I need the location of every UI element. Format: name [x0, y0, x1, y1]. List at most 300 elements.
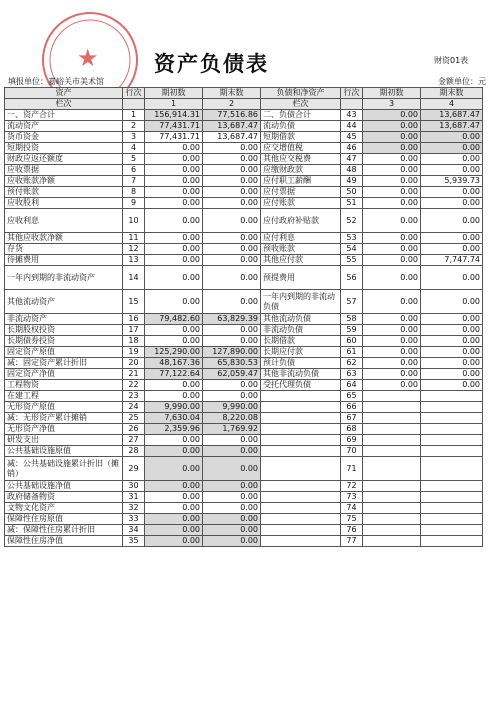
asset-line-no-cell: 1 — [123, 110, 145, 121]
liability-line-no-cell: 63 — [341, 369, 363, 380]
header-cell: 2 — [203, 99, 261, 110]
header-cell: 负债和净资产 — [261, 88, 341, 99]
asset-end-cell: 65,830.53 — [203, 358, 261, 369]
asset-end-cell: 0.00 — [203, 380, 261, 391]
asset-line-no-cell: 27 — [123, 435, 145, 446]
liability-end-cell — [421, 481, 483, 492]
asset-end-cell: 0.00 — [203, 266, 261, 290]
asset-begin-cell: 0.00 — [145, 525, 203, 536]
liability-begin-cell: 0.00 — [363, 165, 421, 176]
asset-end-cell: 63,829.39 — [203, 314, 261, 325]
asset-begin-cell: 0.00 — [145, 233, 203, 244]
asset-end-cell: 0.00 — [203, 233, 261, 244]
liability-begin-cell: 0.00 — [363, 121, 421, 132]
liability-name-cell: 其他流动负债 — [261, 314, 341, 325]
balance-sheet-table — [4, 87, 483, 547]
asset-line-no-cell: 8 — [123, 187, 145, 198]
liability-begin-cell: 0.00 — [363, 369, 421, 380]
liability-end-cell: 0.00 — [421, 198, 483, 209]
asset-begin-cell: 9,990.00 — [145, 402, 203, 413]
asset-name-cell: 待摊费用 — [5, 255, 123, 266]
header-row — [5, 88, 483, 99]
liability-line-no-cell: 52 — [341, 209, 363, 233]
header-cell — [123, 99, 145, 110]
liability-begin-cell: 0.00 — [363, 198, 421, 209]
asset-begin-cell: 0.00 — [145, 435, 203, 446]
liability-end-cell: 0.00 — [421, 244, 483, 255]
liability-name-cell — [261, 457, 341, 481]
asset-line-no-cell: 7 — [123, 176, 145, 187]
liability-begin-cell: 0.00 — [363, 132, 421, 143]
asset-begin-cell: 79,482.60 — [145, 314, 203, 325]
reporting-unit: 填报单位：嘉峪关市美术馆 — [8, 77, 104, 86]
asset-begin-cell: 0.00 — [145, 176, 203, 187]
table-row — [5, 514, 483, 525]
table-row — [5, 209, 483, 233]
table-row — [5, 198, 483, 209]
asset-begin-cell: 7,630.04 — [145, 413, 203, 424]
liability-begin-cell: 0.00 — [363, 336, 421, 347]
asset-line-no-cell: 15 — [123, 290, 145, 314]
header-cell: 3 — [363, 99, 421, 110]
asset-name-cell: 应收票据 — [5, 165, 123, 176]
asset-begin-cell: 0.00 — [145, 266, 203, 290]
asset-line-no-cell: 10 — [123, 209, 145, 233]
liability-begin-cell: 0.00 — [363, 233, 421, 244]
header-cell: 栏次 — [5, 99, 123, 110]
liability-name-cell — [261, 525, 341, 536]
liability-line-no-cell: 54 — [341, 244, 363, 255]
liability-end-cell: 0.00 — [421, 290, 483, 314]
asset-name-cell: 应收股利 — [5, 198, 123, 209]
asset-end-cell: 0.00 — [203, 446, 261, 457]
asset-end-cell: 0.00 — [203, 457, 261, 481]
header-cell — [341, 99, 363, 110]
asset-name-cell: 财政应返还额度 — [5, 154, 123, 165]
asset-begin-cell: 0.00 — [145, 503, 203, 514]
liability-end-cell: 0.00 — [421, 187, 483, 198]
liability-end-cell — [421, 536, 483, 547]
asset-name-cell: 减：公共基础设施累计折旧（摊销） — [5, 457, 123, 481]
liability-line-no-cell: 66 — [341, 402, 363, 413]
asset-begin-cell: 2,359.96 — [145, 424, 203, 435]
liability-line-no-cell: 59 — [341, 325, 363, 336]
asset-line-no-cell: 5 — [123, 154, 145, 165]
asset-line-no-cell: 28 — [123, 446, 145, 457]
asset-line-no-cell: 16 — [123, 314, 145, 325]
asset-name-cell: 公共基础设施净值 — [5, 481, 123, 492]
asset-name-cell: 政府储备物资 — [5, 492, 123, 503]
asset-end-cell: 9,990.00 — [203, 402, 261, 413]
liability-line-no-cell: 65 — [341, 391, 363, 402]
liability-end-cell: 7,747.74 — [421, 255, 483, 266]
liability-line-no-cell: 48 — [341, 165, 363, 176]
liability-begin-cell — [363, 435, 421, 446]
asset-end-cell: 0.00 — [203, 514, 261, 525]
liability-end-cell: 0.00 — [421, 380, 483, 391]
asset-name-cell: 研发支出 — [5, 435, 123, 446]
asset-begin-cell: 0.00 — [145, 336, 203, 347]
liability-line-no-cell: 44 — [341, 121, 363, 132]
table-row — [5, 424, 483, 435]
asset-end-cell: 0.00 — [203, 198, 261, 209]
report-code: 财资01表 — [434, 56, 469, 65]
liability-name-cell: 其他应付款 — [261, 255, 341, 266]
asset-name-cell: 减：固定资产累计折旧 — [5, 358, 123, 369]
asset-name-cell: 长期股权投资 — [5, 325, 123, 336]
liability-line-no-cell: 74 — [341, 503, 363, 514]
liability-name-cell: 预提费用 — [261, 266, 341, 290]
amount-unit: 金额单位：元 — [438, 77, 486, 86]
liability-begin-cell: 0.00 — [363, 347, 421, 358]
table-row — [5, 154, 483, 165]
header-cell: 资产 — [5, 88, 123, 99]
liability-line-no-cell: 58 — [341, 314, 363, 325]
asset-line-no-cell: 24 — [123, 402, 145, 413]
asset-begin-cell: 77,431.71 — [145, 132, 203, 143]
report-title: 资产负债表 — [154, 52, 269, 76]
liability-name-cell — [261, 481, 341, 492]
liability-name-cell: 长期借款 — [261, 336, 341, 347]
asset-name-cell: 短期投资 — [5, 143, 123, 154]
asset-end-cell: 0.00 — [203, 290, 261, 314]
asset-name-cell: 存货 — [5, 244, 123, 255]
asset-end-cell: 0.00 — [203, 391, 261, 402]
header-cell: 期末数 — [203, 88, 261, 99]
liability-begin-cell: 0.00 — [363, 176, 421, 187]
table-row — [5, 325, 483, 336]
header-cell: 栏次 — [261, 99, 341, 110]
asset-line-no-cell: 25 — [123, 413, 145, 424]
liability-begin-cell — [363, 413, 421, 424]
asset-line-no-cell: 22 — [123, 380, 145, 391]
asset-name-cell: 减：无形资产累计摊销 — [5, 413, 123, 424]
liability-line-no-cell: 55 — [341, 255, 363, 266]
liability-begin-cell: 0.00 — [363, 314, 421, 325]
liability-line-no-cell: 73 — [341, 492, 363, 503]
liability-line-no-cell: 76 — [341, 525, 363, 536]
asset-begin-cell: 125,290.00 — [145, 347, 203, 358]
asset-end-cell: 13,687.47 — [203, 121, 261, 132]
liability-begin-cell — [363, 503, 421, 514]
asset-name-cell: 其他流动资产 — [5, 290, 123, 314]
liability-line-no-cell: 47 — [341, 154, 363, 165]
table-row — [5, 525, 483, 536]
liability-line-no-cell: 57 — [341, 290, 363, 314]
asset-name-cell: 文物文化资产 — [5, 503, 123, 514]
liability-end-cell — [421, 402, 483, 413]
liability-end-cell — [421, 503, 483, 514]
asset-end-cell: 8,220.08 — [203, 413, 261, 424]
asset-end-cell: 77,516.86 — [203, 110, 261, 121]
liability-name-cell — [261, 402, 341, 413]
asset-line-no-cell: 31 — [123, 492, 145, 503]
liability-end-cell: 0.00 — [421, 369, 483, 380]
asset-end-cell: 0.00 — [203, 503, 261, 514]
asset-end-cell: 0.00 — [203, 154, 261, 165]
table-row — [5, 132, 483, 143]
liability-begin-cell: 0.00 — [363, 143, 421, 154]
asset-begin-cell: 0.00 — [145, 198, 203, 209]
liability-line-no-cell: 68 — [341, 424, 363, 435]
table-row — [5, 369, 483, 380]
asset-end-cell: 0.00 — [203, 143, 261, 154]
liability-end-cell: 0.00 — [421, 165, 483, 176]
liability-name-cell: 应付利息 — [261, 233, 341, 244]
liability-begin-cell: 0.00 — [363, 187, 421, 198]
header-cell: 期末数 — [421, 88, 483, 99]
asset-begin-cell: 0.00 — [145, 165, 203, 176]
asset-line-no-cell: 2 — [123, 121, 145, 132]
table-row — [5, 266, 483, 290]
table-row — [5, 176, 483, 187]
liability-begin-cell: 0.00 — [363, 266, 421, 290]
table-row — [5, 187, 483, 198]
asset-begin-cell: 0.00 — [145, 492, 203, 503]
table-row — [5, 347, 483, 358]
liability-line-no-cell: 67 — [341, 413, 363, 424]
asset-begin-cell: 0.00 — [145, 514, 203, 525]
asset-begin-cell: 48,167.36 — [145, 358, 203, 369]
asset-line-no-cell: 6 — [123, 165, 145, 176]
asset-begin-cell: 0.00 — [145, 290, 203, 314]
asset-line-no-cell: 3 — [123, 132, 145, 143]
asset-line-no-cell: 18 — [123, 336, 145, 347]
asset-name-cell: 非流动资产 — [5, 314, 123, 325]
liability-begin-cell — [363, 481, 421, 492]
liability-end-cell: 0.00 — [421, 233, 483, 244]
asset-line-no-cell: 19 — [123, 347, 145, 358]
liability-end-cell: 0.00 — [421, 325, 483, 336]
asset-line-no-cell: 23 — [123, 391, 145, 402]
liability-line-no-cell: 49 — [341, 176, 363, 187]
liability-name-cell — [261, 503, 341, 514]
asset-end-cell: 127,890.00 — [203, 347, 261, 358]
liability-begin-cell — [363, 391, 421, 402]
liability-line-no-cell: 61 — [341, 347, 363, 358]
asset-line-no-cell: 11 — [123, 233, 145, 244]
table-row — [5, 290, 483, 314]
table-row — [5, 244, 483, 255]
liability-begin-cell — [363, 402, 421, 413]
asset-end-cell: 0.00 — [203, 209, 261, 233]
liability-end-cell: 0.00 — [421, 336, 483, 347]
asset-line-no-cell: 20 — [123, 358, 145, 369]
liability-end-cell: 0.00 — [421, 132, 483, 143]
liability-begin-cell: 0.00 — [363, 290, 421, 314]
liability-name-cell — [261, 536, 341, 547]
header-cell: 4 — [421, 99, 483, 110]
liability-line-no-cell: 69 — [341, 435, 363, 446]
liability-begin-cell: 0.00 — [363, 380, 421, 391]
asset-begin-cell: 0.00 — [145, 380, 203, 391]
asset-line-no-cell: 21 — [123, 369, 145, 380]
asset-begin-cell: 0.00 — [145, 481, 203, 492]
liability-begin-cell — [363, 536, 421, 547]
asset-end-cell: 13,687.47 — [203, 132, 261, 143]
asset-begin-cell: 0.00 — [145, 244, 203, 255]
asset-line-no-cell: 17 — [123, 325, 145, 336]
asset-end-cell: 62,059.47 — [203, 369, 261, 380]
asset-begin-cell: 0.00 — [145, 446, 203, 457]
liability-begin-cell: 0.00 — [363, 154, 421, 165]
header-cell: 1 — [145, 99, 203, 110]
asset-end-cell: 0.00 — [203, 525, 261, 536]
liability-name-cell: 受托代理负债 — [261, 380, 341, 391]
liability-end-cell — [421, 435, 483, 446]
table-row — [5, 391, 483, 402]
liability-name-cell — [261, 435, 341, 446]
liability-begin-cell: 0.00 — [363, 244, 421, 255]
liability-name-cell — [261, 424, 341, 435]
liability-name-cell: 流动负债 — [261, 121, 341, 132]
liability-name-cell: 应交增值税 — [261, 143, 341, 154]
liability-begin-cell: 0.00 — [363, 255, 421, 266]
liability-line-no-cell: 45 — [341, 132, 363, 143]
liability-name-cell: 其他非流动负债 — [261, 369, 341, 380]
liability-line-no-cell: 46 — [341, 143, 363, 154]
table-row — [5, 503, 483, 514]
asset-name-cell: 应收利息 — [5, 209, 123, 233]
liability-end-cell: 0.00 — [421, 314, 483, 325]
liability-name-cell — [261, 492, 341, 503]
table-row — [5, 143, 483, 154]
liability-begin-cell: 0.00 — [363, 325, 421, 336]
liability-begin-cell: 0.00 — [363, 358, 421, 369]
asset-name-cell: 其他应收款净额 — [5, 233, 123, 244]
asset-begin-cell: 0.00 — [145, 325, 203, 336]
asset-end-cell: 0.00 — [203, 244, 261, 255]
liability-begin-cell: 0.00 — [363, 209, 421, 233]
table-row — [5, 446, 483, 457]
liability-end-cell: 0.00 — [421, 154, 483, 165]
asset-name-cell: 应收账款净额 — [5, 176, 123, 187]
liability-line-no-cell: 62 — [341, 358, 363, 369]
asset-line-no-cell: 9 — [123, 198, 145, 209]
liability-end-cell — [421, 457, 483, 481]
asset-name-cell: 无形资产净值 — [5, 424, 123, 435]
liability-name-cell — [261, 413, 341, 424]
table-row — [5, 481, 483, 492]
liability-name-cell: 一年内到期的非流动负债 — [261, 290, 341, 314]
liability-end-cell: 0.00 — [421, 266, 483, 290]
asset-line-no-cell: 29 — [123, 457, 145, 481]
liability-end-cell: 0.00 — [421, 347, 483, 358]
liability-line-no-cell: 50 — [341, 187, 363, 198]
asset-line-no-cell: 12 — [123, 244, 145, 255]
liability-name-cell: 应付职工薪酬 — [261, 176, 341, 187]
liability-line-no-cell: 70 — [341, 446, 363, 457]
asset-begin-cell: 0.00 — [145, 255, 203, 266]
liability-name-cell: 预计负债 — [261, 358, 341, 369]
liability-name-cell: 应付政府补贴款 — [261, 209, 341, 233]
liability-line-no-cell: 75 — [341, 514, 363, 525]
liability-begin-cell: 0.00 — [363, 110, 421, 121]
liability-name-cell — [261, 391, 341, 402]
liability-end-cell — [421, 391, 483, 402]
liability-begin-cell — [363, 424, 421, 435]
asset-name-cell: 货币资金 — [5, 132, 123, 143]
asset-end-cell: 0.00 — [203, 176, 261, 187]
liability-name-cell — [261, 514, 341, 525]
liability-name-cell: 长期应付款 — [261, 347, 341, 358]
liability-line-no-cell: 64 — [341, 380, 363, 391]
asset-name-cell: 保障性住房净值 — [5, 536, 123, 547]
liability-line-no-cell: 43 — [341, 110, 363, 121]
asset-name-cell: 固定资产净值 — [5, 369, 123, 380]
asset-name-cell: 工程物资 — [5, 380, 123, 391]
table-row — [5, 457, 483, 481]
table-row — [5, 435, 483, 446]
liability-begin-cell — [363, 525, 421, 536]
table-row — [5, 336, 483, 347]
liability-line-no-cell: 72 — [341, 481, 363, 492]
asset-begin-cell: 0.00 — [145, 209, 203, 233]
seal-star-icon: ★ — [77, 44, 99, 72]
liability-line-no-cell: 53 — [341, 233, 363, 244]
table-row — [5, 165, 483, 176]
liability-name-cell: 应付票据 — [261, 187, 341, 198]
asset-end-cell: 0.00 — [203, 336, 261, 347]
liability-end-cell: 13,687.47 — [421, 121, 483, 132]
liability-end-cell — [421, 424, 483, 435]
asset-line-no-cell: 35 — [123, 536, 145, 547]
liability-name-cell: 二、负债合计 — [261, 110, 341, 121]
liability-name-cell: 应付账款 — [261, 198, 341, 209]
liability-begin-cell — [363, 492, 421, 503]
header-cell: 期初数 — [363, 88, 421, 99]
liability-name-cell: 短期借款 — [261, 132, 341, 143]
asset-name-cell: 减：保障性住房累计折旧 — [5, 525, 123, 536]
table-row — [5, 121, 483, 132]
asset-name-cell: 在建工程 — [5, 391, 123, 402]
asset-end-cell: 0.00 — [203, 536, 261, 547]
asset-line-no-cell: 4 — [123, 143, 145, 154]
header-cell: 行次 — [341, 88, 363, 99]
liability-name-cell — [261, 446, 341, 457]
liability-line-no-cell: 71 — [341, 457, 363, 481]
asset-line-no-cell: 14 — [123, 266, 145, 290]
liability-line-no-cell: 77 — [341, 536, 363, 547]
table-row — [5, 492, 483, 503]
liability-line-no-cell: 56 — [341, 266, 363, 290]
liability-line-no-cell: 51 — [341, 198, 363, 209]
table-row — [5, 413, 483, 424]
liability-begin-cell — [363, 446, 421, 457]
asset-end-cell: 0.00 — [203, 481, 261, 492]
asset-line-no-cell: 34 — [123, 525, 145, 536]
asset-end-cell: 0.00 — [203, 187, 261, 198]
liability-begin-cell — [363, 457, 421, 481]
asset-name-cell: 保障性住房原值 — [5, 514, 123, 525]
liability-name-cell: 应缴财政款 — [261, 165, 341, 176]
liability-end-cell: 0.00 — [421, 209, 483, 233]
asset-name-cell: 一、资产合计 — [5, 110, 123, 121]
liability-end-cell — [421, 525, 483, 536]
header-cell: 行次 — [123, 88, 145, 99]
table-row — [5, 255, 483, 266]
asset-name-cell: 流动资产 — [5, 121, 123, 132]
liability-end-cell: 0.00 — [421, 358, 483, 369]
asset-name-cell: 预付账款 — [5, 187, 123, 198]
table-row — [5, 402, 483, 413]
liability-begin-cell — [363, 514, 421, 525]
asset-end-cell: 0.00 — [203, 435, 261, 446]
table-row — [5, 358, 483, 369]
liability-end-cell — [421, 514, 483, 525]
asset-end-cell: 1,769.92 — [203, 424, 261, 435]
asset-begin-cell: 0.00 — [145, 187, 203, 198]
